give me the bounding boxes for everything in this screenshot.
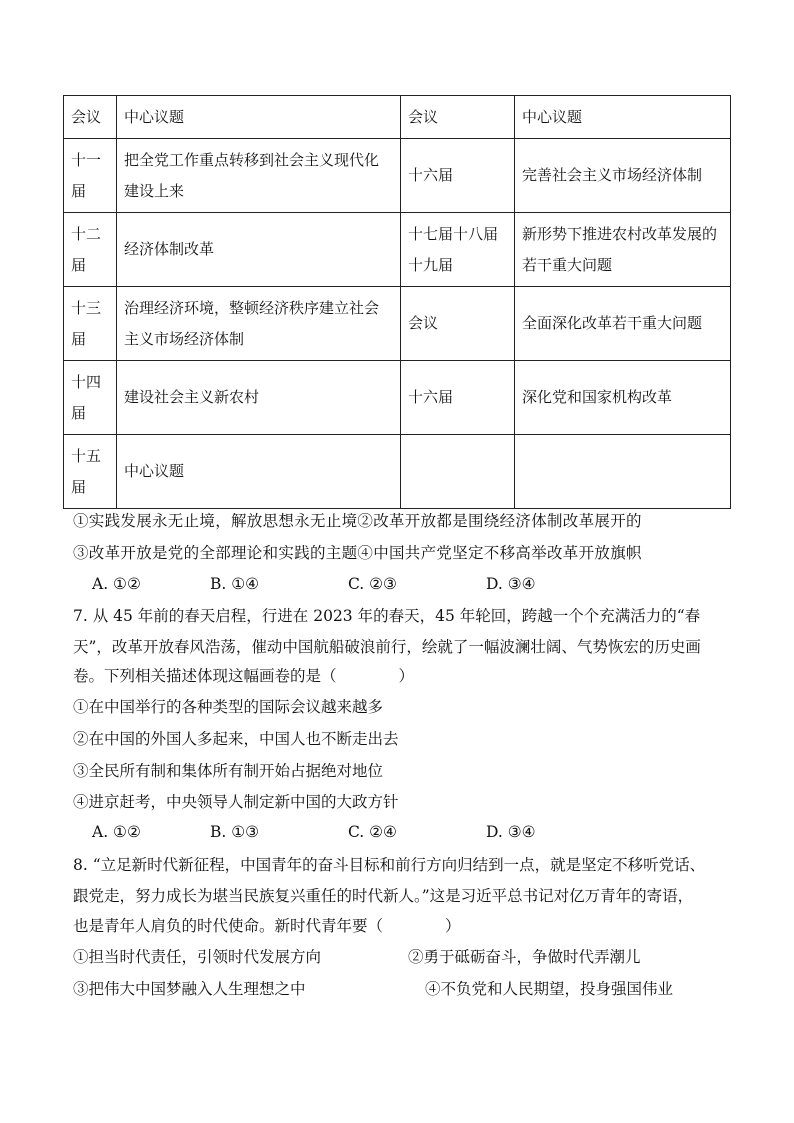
option-c: C. ②④: [348, 823, 397, 841]
table-cell: 中心议题: [117, 435, 401, 509]
table-cell: 会议: [401, 287, 515, 361]
table-cell: 经济体制改革: [117, 213, 401, 287]
q8-stem-line: 跟党走，努力成长为堪当民族复兴重任的时代新人。”这是习近平总书记对亿万青年的寄语，: [73, 887, 694, 905]
table-cell: 十三届: [64, 287, 117, 361]
option-a: A. ①②: [92, 575, 141, 593]
table-cell: 十二届: [64, 213, 117, 287]
q7-stem-line: 卷。下列相关描述体现这幅画卷的是（ ）: [73, 667, 415, 685]
q8-statement: ①担当时代责任，引领时代发展方向: [73, 948, 322, 966]
table-cell: 十六届: [401, 139, 515, 213]
q7-stem-line: 天”，改革开放春风浩荡，催动中国航船破浪前行，绘就了一幅波澜壮阔、气势恢宏的历史画: [73, 638, 701, 656]
option-a: A. ①②: [92, 823, 141, 841]
header-cell: 会议: [401, 96, 515, 139]
table-cell: 十七届十八届十九届: [401, 213, 515, 287]
table-cell: 建设社会主义新农村: [117, 361, 401, 435]
table-cell: 把全党工作重点转移到社会主义现代化建设上来: [117, 139, 401, 213]
table-cell: [401, 435, 515, 509]
option-b: B. ①④: [210, 575, 260, 593]
q7-statement: ③全民所有制和集体所有制开始占据绝对地位: [73, 762, 384, 780]
header-cell: 会议: [64, 96, 117, 139]
q8-statement: ②勇于砥砺奋斗，争做时代弄潮儿: [408, 948, 641, 966]
q7-statement: ④进京赶考，中央领导人制定新中国的大政方针: [73, 793, 399, 811]
table-cell: 十四届: [64, 361, 117, 435]
q7-stem-line: 7. 从 45 年前的春天启程，行进在 2023 年的春天，45 年轮回，跨越一个个充满活力的“春: [73, 607, 701, 625]
table-cell: 十一届: [64, 139, 117, 213]
table-row: [64, 361, 731, 435]
option-d: D. ③④: [486, 575, 536, 593]
header-cell: 中心议题: [117, 96, 401, 139]
table-row: [64, 287, 731, 361]
table-row: [64, 139, 731, 213]
table-cell: 全面深化改革若干重大问题: [515, 287, 731, 361]
table-row: [64, 213, 731, 287]
option-d: D. ③④: [486, 823, 536, 841]
table-cell: 十六届: [401, 361, 515, 435]
q8-statement: ④不负党和人民期望，投身强国伟业: [425, 980, 674, 998]
q6-statement: ①实践发展永无止境，解放思想永无止境②改革开放都是围绕经济体制改革展开的: [73, 512, 642, 530]
q6-statement: ③改革开放是党的全部理论和实践的主题④中国共产党坚定不移高举改革开放旗帜: [73, 544, 642, 562]
table-cell: 完善社会主义市场经济体制: [515, 139, 731, 213]
q8-stem-line: 8. “立足新时代新征程，中国青年的奋斗目标和前行方向归结到一点，就是坚定不移听党话、: [73, 856, 706, 874]
header-cell: 中心议题: [515, 96, 731, 139]
q7-statement: ①在中国举行的各种类型的国际会议越来越多: [73, 698, 384, 716]
table-cell: 深化党和国家机构改革: [515, 361, 731, 435]
table-header-row: [64, 96, 731, 139]
table-cell: 治理经济环境，整顿经济秩序建立社会主义市场经济体制: [117, 287, 401, 361]
q8-statement: ③把伟大中国梦融入人生理想之中: [73, 980, 306, 998]
table-cell: 新形势下推进农村改革发展的若干重大问题: [515, 213, 731, 287]
meeting-table: [63, 95, 731, 509]
table-row: [64, 435, 731, 509]
q8-stem-line: 也是青年人肩负的时代使命。新时代青年要（ ）: [73, 917, 461, 935]
q7-statement: ②在中国的外国人多起来，中国人也不断走出去: [73, 730, 399, 748]
option-c: C. ②③: [348, 575, 397, 593]
option-b: B. ①③: [210, 823, 260, 841]
table-cell: [515, 435, 731, 509]
table-cell: 十五届: [64, 435, 117, 509]
